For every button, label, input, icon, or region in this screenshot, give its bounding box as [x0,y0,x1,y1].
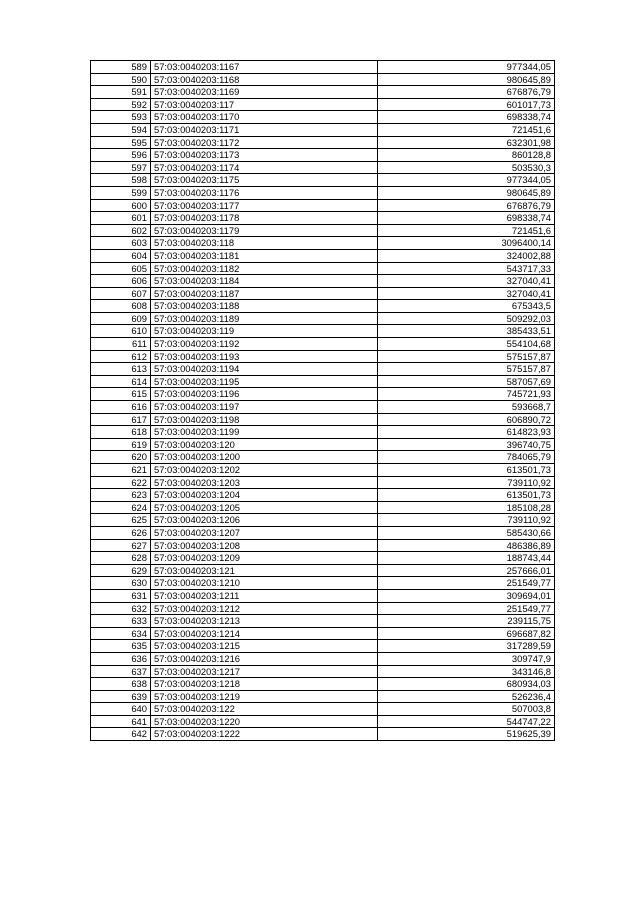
table-row [91,212,555,225]
row-number: 590 [91,73,151,86]
cadastral-value: 721451,6 [378,224,555,237]
cadastral-number: 57:03:0040203:1210 [151,577,378,590]
row-number: 619 [91,438,151,451]
table-row [91,401,555,414]
row-number: 605 [91,262,151,275]
table-row [91,325,555,338]
row-number: 628 [91,552,151,565]
table-row [91,86,555,99]
table-row [91,413,555,426]
row-number: 614 [91,375,151,388]
row-number: 589 [91,61,151,74]
cadastral-value: 593668,7 [378,401,555,414]
row-number: 602 [91,224,151,237]
row-number: 600 [91,199,151,212]
cadastral-value: 977344,05 [378,61,555,74]
table-row [91,388,555,401]
cadastral-value: 575157,87 [378,363,555,376]
table-row [91,514,555,527]
cadastral-value: 675343,5 [378,300,555,313]
cadastral-value: 554104,68 [378,338,555,351]
cadastral-value: 721451,6 [378,123,555,136]
cadastral-number: 57:03:0040203:1213 [151,615,378,628]
table-row [91,640,555,653]
cadastral-number: 57:03:0040203:1203 [151,476,378,489]
row-number: 625 [91,514,151,527]
row-number: 615 [91,388,151,401]
cadastral-number: 57:03:0040203:1169 [151,86,378,99]
row-number: 603 [91,237,151,250]
cadastral-value: 251549,77 [378,577,555,590]
row-number: 613 [91,363,151,376]
cadastral-value: 980645,89 [378,73,555,86]
cadastral-value: 544747,22 [378,715,555,728]
cadastral-value: 327040,41 [378,275,555,288]
table-row [91,665,555,678]
cadastral-number: 57:03:0040203:122 [151,703,378,716]
table-row [91,526,555,539]
cadastral-value: 980645,89 [378,186,555,199]
row-number: 611 [91,338,151,351]
cadastral-number: 57:03:0040203:1207 [151,526,378,539]
table-row [91,224,555,237]
cadastral-number: 57:03:0040203:1215 [151,640,378,653]
cadastral-number: 57:03:0040203:1174 [151,161,378,174]
row-number: 594 [91,123,151,136]
row-number: 592 [91,98,151,111]
table-row [91,678,555,691]
table-row [91,199,555,212]
cadastral-number: 57:03:0040203:1168 [151,73,378,86]
row-number: 612 [91,350,151,363]
cadastral-value: 343146,8 [378,665,555,678]
cadastral-number: 57:03:0040203:1220 [151,715,378,728]
table-row [91,564,555,577]
cadastral-value: 698338,74 [378,212,555,225]
row-number: 621 [91,464,151,477]
row-number: 627 [91,539,151,552]
cadastral-number: 57:03:0040203:1171 [151,123,378,136]
cadastral-number: 57:03:0040203:119 [151,325,378,338]
cadastral-number: 57:03:0040203:1202 [151,464,378,477]
cadastral-number: 57:03:0040203:1177 [151,199,378,212]
row-number: 634 [91,627,151,640]
cadastral-number: 57:03:0040203:1198 [151,413,378,426]
row-number: 635 [91,640,151,653]
row-number: 636 [91,652,151,665]
cadastral-number: 57:03:0040203:1218 [151,678,378,691]
row-number: 593 [91,111,151,124]
row-number: 620 [91,451,151,464]
cadastral-value: 185108,28 [378,501,555,514]
cadastral-number: 57:03:0040203:1205 [151,501,378,514]
cadastral-value: 632301,98 [378,136,555,149]
row-number: 601 [91,212,151,225]
cadastral-number: 57:03:0040203:1179 [151,224,378,237]
cadastral-value: 188743,44 [378,552,555,565]
table-row [91,627,555,640]
cadastral-number: 57:03:0040203:118 [151,237,378,250]
cadastral-number: 57:03:0040203:1188 [151,300,378,313]
row-number: 599 [91,186,151,199]
cadastral-value: 676876,79 [378,86,555,99]
cadastral-value: 739110,92 [378,476,555,489]
table-row [91,61,555,74]
cadastral-number: 57:03:0040203:1194 [151,363,378,376]
table-row [91,690,555,703]
table-row [91,589,555,602]
cadastral-value: 739110,92 [378,514,555,527]
cadastral-value: 587057,69 [378,375,555,388]
cadastral-value: 977344,05 [378,174,555,187]
table-row [91,249,555,262]
cadastral-number: 57:03:0040203:120 [151,438,378,451]
row-number: 630 [91,577,151,590]
cadastral-number: 57:03:0040203:1182 [151,262,378,275]
row-number: 622 [91,476,151,489]
cadastral-value: 614823,93 [378,426,555,439]
row-number: 633 [91,615,151,628]
table-row [91,476,555,489]
cadastral-value: 251549,77 [378,602,555,615]
row-number: 618 [91,426,151,439]
row-number: 641 [91,715,151,728]
cadastral-number: 57:03:0040203:1204 [151,489,378,502]
cadastral-value: 676876,79 [378,199,555,212]
cadastral-value: 385433,51 [378,325,555,338]
cadastral-value: 745721,93 [378,388,555,401]
cadastral-value: 486386,89 [378,539,555,552]
cadastral-number: 57:03:0040203:1197 [151,401,378,414]
cadastral-value: 257666,01 [378,564,555,577]
table-row [91,652,555,665]
cadastral-value: 696687,82 [378,627,555,640]
row-number: 608 [91,300,151,313]
cadastral-number: 57:03:0040203:1175 [151,174,378,187]
table-row [91,111,555,124]
cadastral-number: 57:03:0040203:1170 [151,111,378,124]
cadastral-value: 613501,73 [378,464,555,477]
row-number: 623 [91,489,151,502]
table-row [91,501,555,514]
table-body [91,61,555,741]
table-row [91,426,555,439]
table-row [91,539,555,552]
table-row [91,438,555,451]
cadastral-values-table [90,60,555,741]
cadastral-value: 784065,79 [378,451,555,464]
cadastral-value: 327040,41 [378,287,555,300]
cadastral-number: 57:03:0040203:1192 [151,338,378,351]
row-number: 596 [91,149,151,162]
table-row [91,728,555,741]
cadastral-number: 57:03:0040203:1222 [151,728,378,741]
table-row [91,161,555,174]
row-number: 632 [91,602,151,615]
table-row [91,715,555,728]
row-number: 629 [91,564,151,577]
cadastral-number: 57:03:0040203:1167 [151,61,378,74]
cadastral-value: 606890,72 [378,413,555,426]
cadastral-number: 57:03:0040203:1187 [151,287,378,300]
table-row [91,703,555,716]
table-row [91,615,555,628]
cadastral-number: 57:03:0040203:1178 [151,212,378,225]
cadastral-number: 57:03:0040203:1209 [151,552,378,565]
cadastral-number: 57:03:0040203:1208 [151,539,378,552]
cadastral-number: 57:03:0040203:1172 [151,136,378,149]
cadastral-value: 575157,87 [378,350,555,363]
row-number: 637 [91,665,151,678]
row-number: 591 [91,86,151,99]
table-row [91,186,555,199]
row-number: 606 [91,275,151,288]
cadastral-number: 57:03:0040203:117 [151,98,378,111]
cadastral-value: 698338,74 [378,111,555,124]
table-row [91,312,555,325]
cadastral-number: 57:03:0040203:1184 [151,275,378,288]
table-row [91,350,555,363]
table-row [91,98,555,111]
row-number: 638 [91,678,151,691]
row-number: 640 [91,703,151,716]
row-number: 639 [91,690,151,703]
row-number: 597 [91,161,151,174]
table-row [91,275,555,288]
table-row [91,149,555,162]
cadastral-value: 860128,8 [378,149,555,162]
table-row [91,577,555,590]
cadastral-value: 503530,3 [378,161,555,174]
table-row [91,287,555,300]
row-number: 598 [91,174,151,187]
table-row [91,489,555,502]
table-row [91,123,555,136]
table-row [91,375,555,388]
row-number: 595 [91,136,151,149]
table-row [91,552,555,565]
table-row [91,363,555,376]
cadastral-number: 57:03:0040203:1200 [151,451,378,464]
cadastral-value: 309694,01 [378,589,555,602]
table-row [91,451,555,464]
cadastral-number: 57:03:0040203:1219 [151,690,378,703]
row-number: 609 [91,312,151,325]
cadastral-value: 507003,8 [378,703,555,716]
cadastral-number: 57:03:0040203:1196 [151,388,378,401]
table-row [91,136,555,149]
row-number: 616 [91,401,151,414]
cadastral-number: 57:03:0040203:1199 [151,426,378,439]
row-number: 642 [91,728,151,741]
cadastral-number: 57:03:0040203:1176 [151,186,378,199]
cadastral-number: 57:03:0040203:1173 [151,149,378,162]
cadastral-value: 526236,4 [378,690,555,703]
table-row [91,73,555,86]
table-row [91,300,555,313]
table-row [91,602,555,615]
cadastral-number: 57:03:0040203:1211 [151,589,378,602]
cadastral-value: 613501,73 [378,489,555,502]
cadastral-value: 509292,03 [378,312,555,325]
cadastral-value: 601017,73 [378,98,555,111]
row-number: 607 [91,287,151,300]
cadastral-value: 3096400,14 [378,237,555,250]
cadastral-value: 680934,03 [378,678,555,691]
cadastral-value: 543717,33 [378,262,555,275]
cadastral-value: 519625,39 [378,728,555,741]
row-number: 604 [91,249,151,262]
cadastral-number: 57:03:0040203:1181 [151,249,378,262]
table-row [91,174,555,187]
cadastral-value: 585430,66 [378,526,555,539]
table-row [91,262,555,275]
cadastral-number: 57:03:0040203:121 [151,564,378,577]
cadastral-number: 57:03:0040203:1212 [151,602,378,615]
cadastral-value: 324002,88 [378,249,555,262]
cadastral-number: 57:03:0040203:1193 [151,350,378,363]
cadastral-number: 57:03:0040203:1189 [151,312,378,325]
table-row [91,338,555,351]
table-row [91,464,555,477]
cadastral-number: 57:03:0040203:1206 [151,514,378,527]
cadastral-number: 57:03:0040203:1216 [151,652,378,665]
row-number: 610 [91,325,151,338]
cadastral-number: 57:03:0040203:1195 [151,375,378,388]
table-row [91,237,555,250]
cadastral-value: 396740,75 [378,438,555,451]
row-number: 626 [91,526,151,539]
cadastral-value: 317289,59 [378,640,555,653]
cadastral-value: 309747,9 [378,652,555,665]
cadastral-number: 57:03:0040203:1214 [151,627,378,640]
row-number: 624 [91,501,151,514]
row-number: 631 [91,589,151,602]
cadastral-value: 239115,75 [378,615,555,628]
row-number: 617 [91,413,151,426]
cadastral-number: 57:03:0040203:1217 [151,665,378,678]
